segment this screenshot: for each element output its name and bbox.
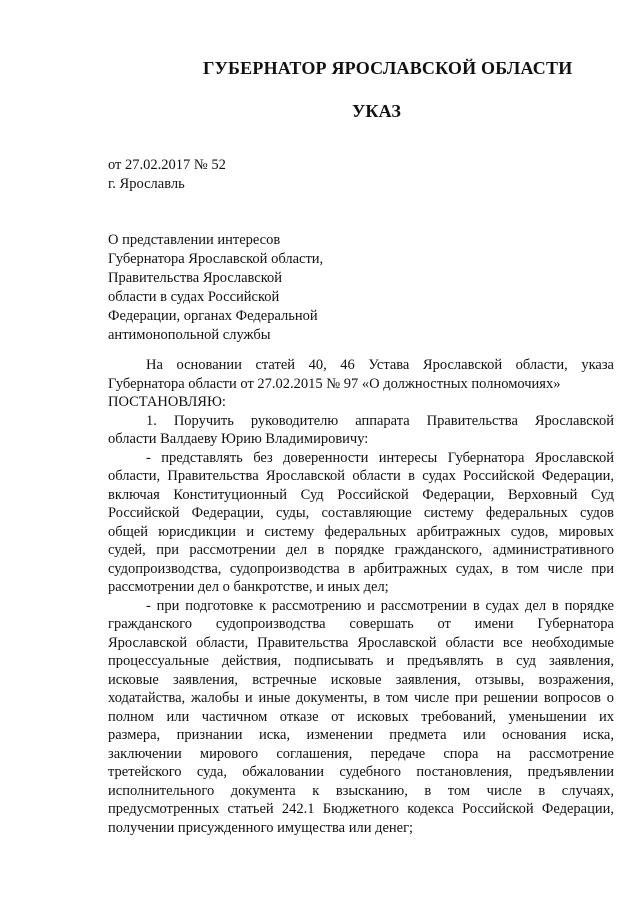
- subject-line: антимонопольной службы: [108, 327, 271, 343]
- body-line: ПОСТАНОВЛЯЮ:: [108, 394, 226, 410]
- body-line: общей юрисдикции и систему федеральных арбитражных судов, мировых: [108, 523, 614, 540]
- body-line: Губернатора области от 27.02.2015 № 97 «О должностных полномочиях»: [108, 375, 561, 392]
- subject-line: Правительства Ярославской: [108, 270, 283, 286]
- body-line: области, Правительства Ярославской области в судах Российской Федерации,: [108, 468, 614, 484]
- body-line: Российской Федерации, суды, составляющие систему федеральных судов: [108, 505, 614, 521]
- body-line: области Валдаеву Юрию Владимировичу:: [108, 431, 369, 447]
- body-line: рассмотрении дел о банкротстве, и иных дел;: [108, 579, 389, 595]
- body-line: получении присужденного имущества или денег;: [108, 819, 414, 836]
- subject-line: Губернатора Ярославской области,: [108, 251, 324, 267]
- body-line: На основании статей 40, 46 Устава Ярославской области, указа: [146, 357, 614, 373]
- body-line: Ярославской области, Правительства Ярославской области все необходимые: [108, 634, 614, 651]
- subject-line: О представлении интересов: [108, 232, 281, 248]
- document-city: г. Ярославль: [108, 176, 185, 192]
- body-line: - представлять без доверенности интересы Губернатора Ярославской: [146, 449, 614, 466]
- body-line: предусмотренных статьей 242.1 Бюджетного кодекса Российской Федерации,: [108, 801, 614, 817]
- body-line: судопроизводства, судопроизводства в арбитражных судах, в том числе при: [108, 560, 614, 577]
- body-line: полном или частичном отказе от исковых требований, уменьшении их: [108, 708, 614, 725]
- document-date-number: от 27.02.2017 № 52: [108, 157, 226, 173]
- subject-line: Федерации, органах Федеральной: [108, 308, 318, 324]
- body-line: исковые заявления, встречные исковые заявления, отзывы, возражения,: [108, 671, 614, 688]
- body-line: процессуальные действия, подписывать и предъявлять в суд заявления,: [108, 653, 614, 669]
- body-line: судей, при рассмотрении дел в порядке гражданского, административного: [108, 542, 614, 558]
- document-authority-heading: ГУБЕРНАТОР ЯРОСЛАВСКОЙ ОБЛАСТИ: [203, 58, 573, 78]
- body-line: - при подготовке к рассмотрению и рассмотрении в судах дел в порядке: [146, 597, 614, 614]
- body-line: исполнительного документа к взысканию, в том числе в случаях,: [108, 782, 614, 799]
- body-line: ходатайства, жалобы и иные документы, в том числе при решении вопросов о: [108, 690, 614, 706]
- body-line: 1. Поручить руководителю аппарата Правительства Ярославской: [146, 412, 614, 429]
- body-line: заключении мирового соглашения, передаче спора на рассмотрение: [108, 745, 614, 762]
- body-line: размера, признании иска, изменении предмета или основания иска,: [108, 727, 614, 743]
- document-body: [108, 356, 614, 837]
- body-line: гражданского судопроизводства совершать от имени Губернатора: [108, 616, 614, 632]
- document-subject: [108, 231, 408, 345]
- subject-line: области в судах Российской: [108, 289, 280, 305]
- body-line: третейского суда, обжаловании судебного постановления, предъявлении: [108, 764, 614, 780]
- document-type-heading: УКАЗ: [352, 101, 402, 121]
- body-line: включая Конституционный Суд Российской Федерации, Верховный Суд: [108, 486, 614, 503]
